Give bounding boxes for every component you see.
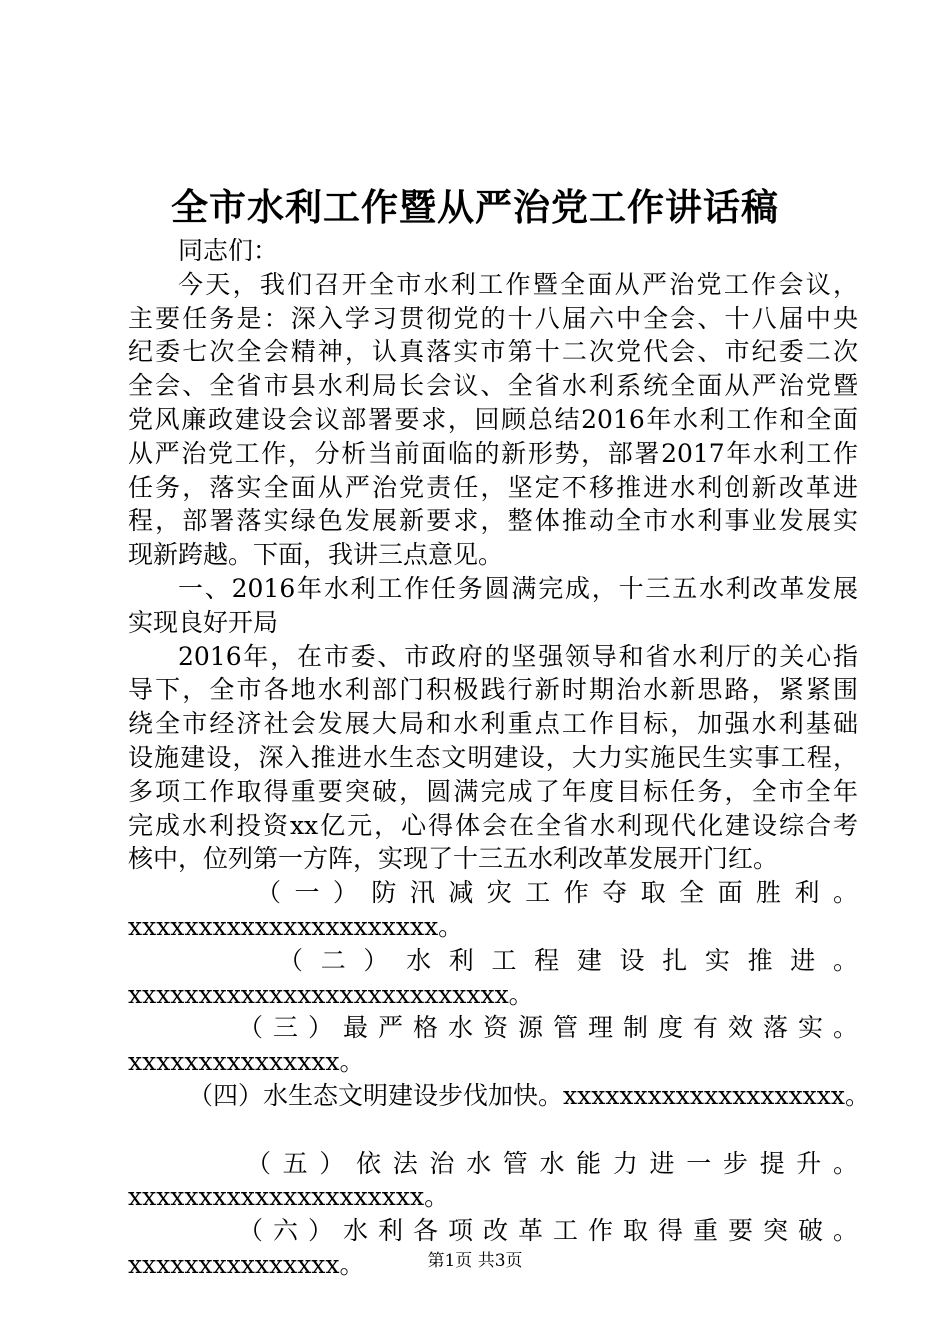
text-line: 现新跨越。下面，我讲三点意见。 [128,540,504,570]
document-title: 全市水利工作暨从严治党工作讲话稿 [171,185,779,229]
text-line: 从严治党工作，分析当前面临的新形势，部署2017年水利工作 [128,438,858,468]
document-body [128,234,870,1282]
text-line: 一、2016年水利工作任务圆满完成，十三五水利改革发展 [178,573,858,603]
text-line: 多项工作取得重要突破，圆满完成了年度目标任务，全市全年 [128,776,858,806]
text-line: 今天，我们召开全市水利工作暨全面从严治党工作会议， [178,269,858,299]
text-line: 党风廉政建设会议部署要求，回顾总结2016年水利工作和全面 [128,404,858,434]
text-line: 完成水利投资xx亿元，心得体会在全省水利现代化建设综合考 [128,810,858,840]
text-line: 程，部署落实绿色发展新要求，整体推动全市水利事业发展实 [128,506,858,536]
text-line: 2016年，在市委、市政府的坚强领导和省水利厅的关心指 [178,641,858,671]
text-line: 主要任务是：深入学习贯彻党的十八届六中全会、十八届中央 [128,303,858,333]
text-line: （六）水利各项改革工作取得重要突破。 [238,1216,858,1246]
text-line: 全会、全省市县水利局长会议、全省水利系统全面从严治党暨 [128,371,858,401]
text-line: xxxxxxxxxxxxxxx。 [128,1249,365,1279]
text-line: 实现良好开局 [128,607,279,637]
text-line: xxxxxxxxxxxxxxxxxxxxxxxxxxx。 [128,979,534,1009]
page-footer: 第1页 共3页 [427,1251,523,1271]
text-line: 绕全市经济社会发展大局和水利重点工作目标，加强水利基础 [128,709,858,739]
text-line: xxxxxxxxxxxxxxx。 [128,1047,365,1077]
text-line: （五）依法治水管水能力进一步提升。 [246,1148,858,1178]
text-line: （一）防汛减灾工作夺取全面胜利。 [256,878,858,908]
text-line: 纪委七次全会精神，认真落实市第十二次党代会、市纪委二次 [128,337,858,367]
text-line: （二）水利工程建设扎实推进。 [278,945,858,975]
text-line [128,1113,858,1147]
text-line: 导下，全市各地水利部门积极践行新时期治水新思路，紧紧围 [128,675,858,705]
text-line: xxxxxxxxxxxxxxxxxxxxx。 [128,1182,450,1212]
text-line: （四）水生态文明建设步伐加快。xxxxxxxxxxxxxxxxxxxx。 [188,1080,870,1110]
text-line: 同志们： [178,236,279,265]
text-line: 任务，落实全面从严治党责任，坚定不移推进水利创新改革进 [128,472,858,502]
text-line: 核中，位列第一方阵，实现了十三五水利改革发展开门红。 [128,844,779,874]
text-line: 设施建设，深入推进水生态文明建设，大力实施民生实事工程， [128,742,858,772]
text-line: xxxxxxxxxxxxxxxxxxxxxx。 [128,911,464,941]
text-line: （三）最严格水资源管理制度有效落实。 [238,1013,858,1043]
